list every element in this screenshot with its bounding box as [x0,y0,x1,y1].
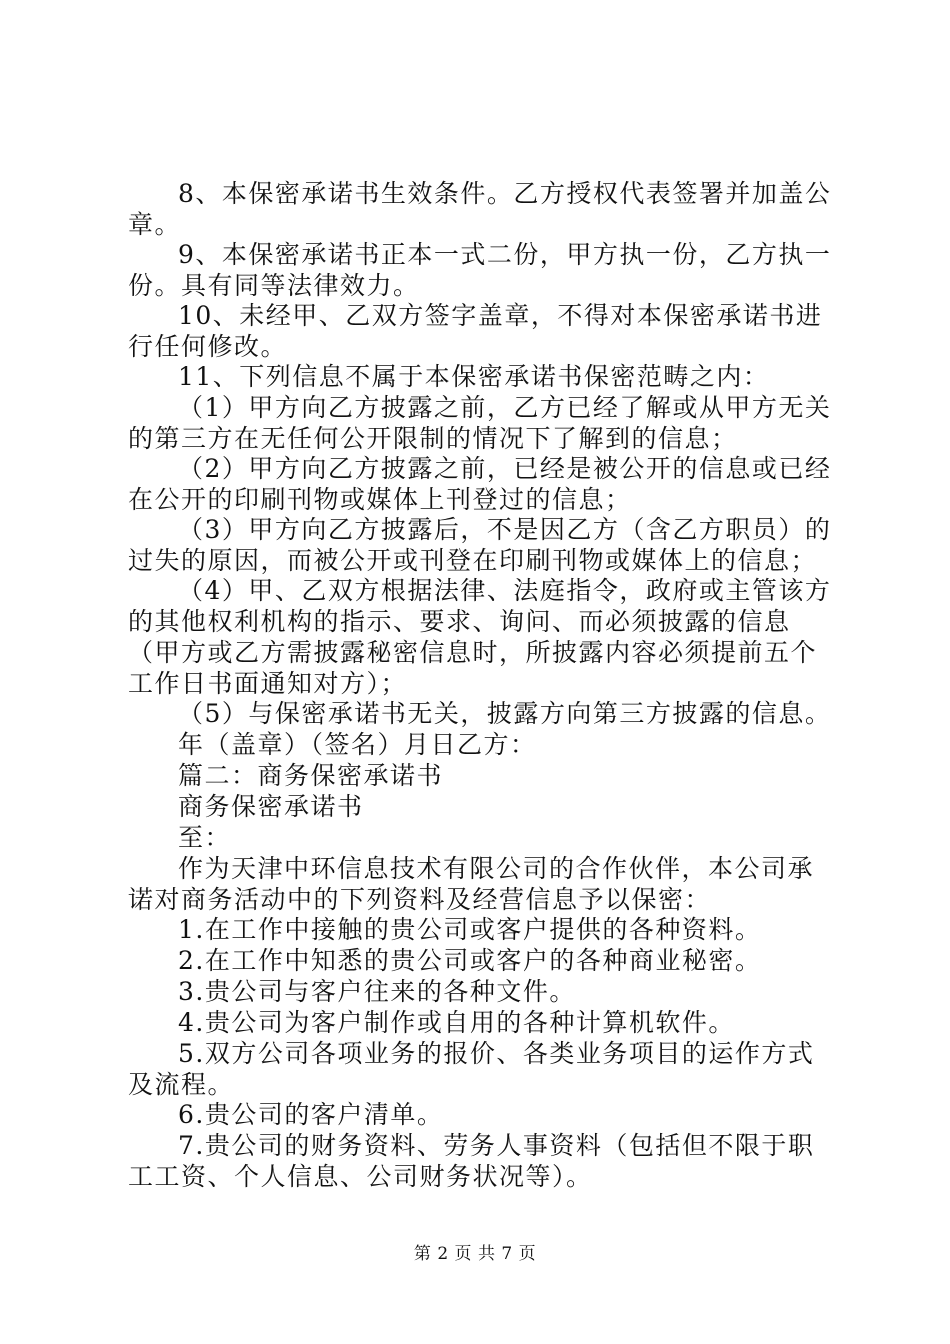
paragraph-exclusion-2: （2）甲方向乙方披露之前，已经是被公开的信息或已经在公开的印刷刊物或媒体上刊登过的信息； [128,454,832,514]
paragraph-clause-8: 8、本保密承诺书生效条件。乙方授权代表签署并加盖公章。 [128,179,832,239]
paragraph-commitment: 作为天津中环信息技术有限公司的合作伙伴，本公司承诺对商务活动中的下列资料及经营信息予以保密： [128,854,815,914]
paragraph-clause-10: 10、未经甲、乙双方签字盖章，不得对本保密承诺书进行任何修改。 [128,301,823,361]
page-number-footer: 第 2 页 共 7 页 [413,1244,537,1264]
document-title: 商务保密承诺书 [178,792,364,821]
paragraph-exclusion-4: （4）甲、乙双方根据法律、法庭指令，政府或主管该方的其他权利机构的指示、要求、询问、而必须披露的信息（甲方或乙方需披露秘密信息时，所披露内容必须提前五个工作日书面通知对方）； [128,576,832,698]
list-item-3: 3.贵公司与客户往来的各种文件。 [178,977,576,1006]
paragraph-exclusion-1: （1）甲方向乙方披露之前，乙方已经了解或从甲方无关的第三方在无任何公开限制的情况下了解到的信息； [128,393,832,453]
list-item-5: 5.双方公司各项业务的报价、各类业务项目的运作方式及流程。 [128,1039,815,1099]
list-item-1: 1.在工作中接触的贵公司或客户提供的各种资料。 [178,915,762,944]
paragraph-exclusion-5: （5）与保密承诺书无关，披露方向第三方披露的信息。 [178,699,832,728]
list-item-2: 2.在工作中知悉的贵公司或客户的各种商业秘密。 [178,946,762,975]
section-heading: 篇二：商务保密承诺书 [178,761,444,790]
list-item-7: 7.贵公司的财务资料、劳务人事资料（包括但不限于职工工资、个人信息、公司财务状况等）。 [128,1131,815,1191]
signature-line: 年（盖章）（签名）月日乙方： [178,730,537,759]
addressee-line: 至： [178,823,232,852]
paragraph-exclusion-3: （3）甲方向乙方披露后，不是因乙方（含乙方职员）的过失的原因，而被公开或刊登在印刷刊物或媒体上的信息； [128,515,832,575]
paragraph-clause-11: 11、下列信息不属于本保密承诺书保密范畴之内： [178,362,770,391]
paragraph-clause-9: 9、本保密承诺书正本一式二份，甲方执一份，乙方执一份。具有同等法律效力。 [128,240,832,300]
list-item-4: 4.贵公司为客户制作或自用的各种计算机软件。 [178,1008,735,1037]
list-item-6: 6.贵公司的客户清单。 [178,1100,444,1129]
